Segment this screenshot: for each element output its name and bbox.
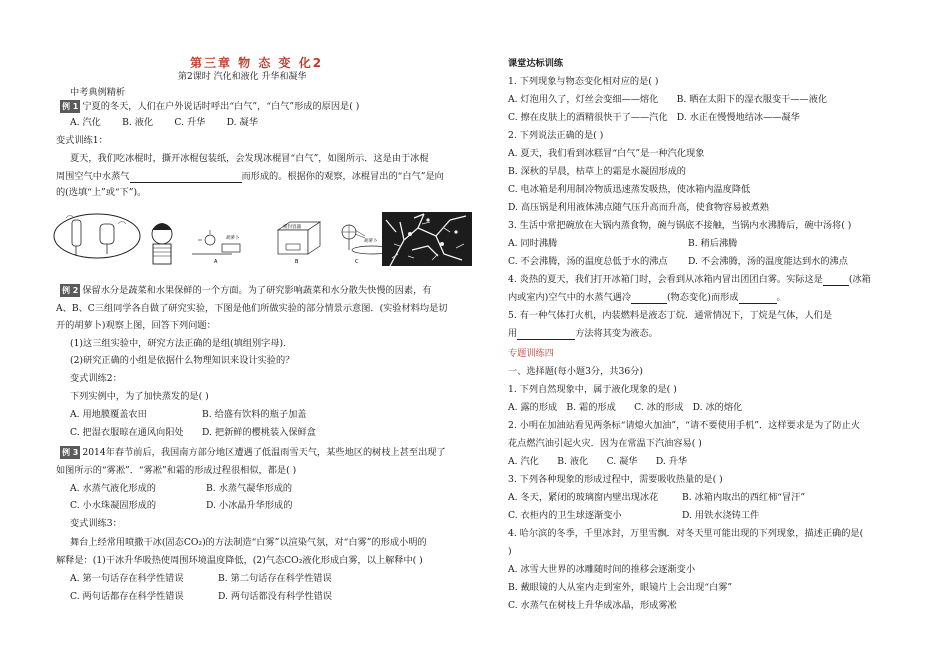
figure-b-letter: B	[295, 259, 299, 265]
p-q3-b: B. 冰箱内取出的西红柿“冒汗”	[682, 492, 806, 503]
r-q5-line1: 5. 有一种气体打火机，内装燃料是液态丁烷．通常情况下，丁烷是气体，人们是	[508, 310, 833, 321]
p-q4-c: C. 水蒸气在树枝上升华成冰晶，形成雾凇	[508, 600, 677, 611]
page-title: 第三章 物 态 变 化2	[190, 56, 324, 70]
p-q1: 1. 下列自然现象中，属于液化现象的是( )	[508, 384, 677, 395]
r-q1: 1. 下列现象与物态变化相对应的是( )	[508, 76, 659, 87]
variation-1-line2a: 周围空气中水蒸气	[56, 171, 130, 182]
page-subtitle: 第2课时 汽化和液化 升华和凝华	[178, 72, 307, 82]
figure-b	[278, 222, 320, 265]
r-q1-ab: A. 灯泡用久了，灯丝会变细——熔化 B. 晒在太阳下的湿衣服变干——液化	[508, 94, 828, 105]
section-intro: 中考典例精析	[70, 87, 126, 98]
example-1-badge: 例 1	[62, 102, 79, 111]
r-q4-line1	[508, 273, 871, 286]
r-q4-l1a: 4. 炎热的夏天，我们打开冰箱门时，会看到从冰箱内冒出团团白雾。实际这是	[508, 274, 823, 285]
p-q3-c: C. 衣柜内的卫生球逐渐变小	[508, 510, 622, 521]
answer-blank[interactable]	[823, 275, 849, 286]
variation-3-option-d: D. 两句话都没有科学性错误	[218, 591, 332, 602]
r-q3-a: A. 同时沸腾	[508, 238, 558, 249]
r-q2-b: B. 深秋的早晨，枯草上的霜是水凝固形成的	[508, 166, 686, 177]
variation-3-option-b: B. 第二句话存在科学性错误	[218, 573, 332, 584]
p-q4-line2: )	[508, 546, 512, 557]
r-q4-l1b: (冰箱	[848, 274, 871, 285]
p-q4-line1: 4. 哈尔滨的冬季，千里冰封，万里雪飘．对冬天里可能出现的下列现象，描述正确的是(	[508, 528, 864, 539]
example-2-line2: A、B、C三组同学各自做了研究实验，下图是他们所做实验的部分情景示意图．(实验材料均是切	[56, 303, 448, 314]
child-figure	[152, 223, 172, 264]
r-q3-d: D. 不会沸腾，汤的温度能达到水的沸点	[688, 256, 848, 267]
r-q2-c: C. 电冰箱是利用制冷物质迅速蒸发吸热，使冰箱内温度降低	[508, 184, 751, 195]
r-q5-line2	[508, 327, 658, 340]
example-3-option-d: D. 小冰晶升华形成的	[206, 500, 293, 511]
example-3-option-b: B. 水蒸气凝华形成的	[206, 483, 293, 494]
section-class-training: 课堂达标训练	[508, 58, 564, 69]
r-q5-l2b: 方法将其变为液态。	[575, 328, 658, 339]
p-q4-b: B. 戴眼镜的人从室内走到室外，眼镜片上会出现“白雾”	[508, 582, 733, 593]
figure-a	[192, 230, 240, 265]
example-1-text: 宁夏的冬天，人们在户外说话时呼出“白气”，“白气”形成的原因是( )	[82, 101, 360, 112]
example-3-text: 2014年春节前后，我国南方部分地区遭遇了低温雨雪天气，某些地区的树枝上甚至出现了	[82, 447, 446, 458]
figure-a-letter: A	[214, 259, 218, 265]
variation-3-option-a: A. 第一句话存在科学性错误	[70, 573, 184, 584]
answer-blank[interactable]	[517, 329, 575, 340]
r-q1-cd: C. 擦在皮肤上的酒精很快干了——汽化 D. 水正在慢慢地结冰——凝华	[508, 112, 800, 123]
r-q2: 2. 下列说法正确的是( )	[508, 130, 604, 141]
r-q2-d: D. 高压锅是利用液体沸点随气压升高而升高，使食物容易被煮熟	[508, 202, 769, 213]
answer-blank[interactable]	[130, 172, 242, 183]
r-q3: 3. 生活中常把碗放在大锅内蒸食物，碗与锅底不接触，当锅内水沸腾后，碗中汤将( )	[508, 220, 852, 231]
p-q2-options: A. 汽化 B. 液化 C. 凝华 D. 升华	[508, 456, 688, 467]
variation-3-option-c: C. 两句话都存在科学性错误	[70, 591, 184, 602]
r-q3-b: B. 稍后沸腾	[688, 238, 738, 249]
popsicle-figure	[54, 214, 140, 258]
example-3-line1	[60, 446, 446, 459]
variation-1-label: 变式训练1：	[56, 135, 108, 146]
example-2-text: 保留水分是蔬菜和水果保鲜的一个方面。为了研究影响蔬菜和水分散失快慢的因素，有	[82, 285, 432, 296]
figure-b-label: 密封容器	[283, 225, 301, 230]
r-q2-a: A. 夏天，我们看到冰糕冒“白气”是一种汽化现象	[508, 148, 705, 159]
example-3-option-a: A. 水蒸气液化形成的	[70, 483, 156, 494]
p-q1-options: A. 露的形成 B. 霜的形成 C. 冰的形成 D. 冰的熔化	[508, 402, 743, 413]
r-q4-l2a: 内或室内)空气中的水蒸气遇冷	[508, 292, 632, 303]
r-q3-c: C. 不会沸腾，汤的温度总低于水的沸点	[508, 256, 668, 267]
variation-1-line1: 夏天，我们吃冰棍时，撕开冰棍包装纸，会发现冰棍冒“白气”，如图所示．这是由于冰棍	[70, 153, 429, 164]
variation-2-label: 变式训练2：	[70, 373, 122, 384]
part-heading: 一、选择题(每小题3分，共36分)	[508, 366, 643, 377]
example-2-q1: (1)这三组实验中，研究方法正确的是组(填组别字母).	[70, 338, 287, 349]
example-1-question	[60, 100, 359, 113]
variation-3-line1: 舞台上经常用喷撒干冰(固态CO₂)的方法制造“白雾”以渲染气氛，对“白雾”的形成小明的	[70, 537, 427, 548]
variation-2-option-b: B. 给盛有饮料的瓶子加盖	[202, 409, 307, 420]
variation-1-line2b: 而形成的。根据你的观察，冰棍冒出的“白气”是向	[241, 171, 444, 182]
variation-2-option-d: D. 把新鲜的樱桃装入保鲜盒	[202, 427, 316, 438]
experiment-figures	[52, 210, 472, 268]
figure-c-letter: C	[355, 259, 359, 265]
r-q4-l2c: 。	[776, 292, 786, 303]
r-q4-line2	[508, 291, 786, 304]
p-q4-a: A. 冰雪大世界的冰雕随时间的推移会逐渐变小	[508, 564, 696, 575]
p-q3-d: D. 用铁水浇铸工件	[682, 510, 760, 521]
variation-1-line3: 的(选填“上”或“下”)。	[56, 187, 147, 198]
p-q3-a: A. 冬天，紧闭的玻璃窗内壁出现冰花	[508, 492, 659, 503]
answer-blank[interactable]	[631, 293, 667, 304]
example-3-badge: 例 3	[62, 448, 79, 457]
figure-c-label: 胡萝卜	[364, 239, 378, 244]
example-2-line3: 开的胡萝卜)观察上图，回答下列问题：	[56, 320, 216, 331]
variation-3-label: 变式训练3：	[70, 518, 122, 529]
variation-2-option-a: A. 用地膜覆盖农田	[70, 409, 147, 420]
example-3-option-c: C. 小水珠凝固形成的	[70, 500, 157, 511]
p-q2-line1: 2. 小明在加油站看见两条标“请熄火加油”，“请不要使用手机”．这样要求是为了防止火	[508, 420, 861, 431]
example-2-line1	[60, 284, 431, 297]
example-1-options: A. 汽化 B. 液化 C. 升华 D. 凝华	[70, 117, 258, 128]
p-q3: 3. 下列各种现象的形成过程中，需要吸收热量的是( )	[508, 474, 723, 485]
answer-blank[interactable]	[739, 293, 777, 304]
variation-3-line2: 解释是：(1)干冰升华吸热使周围环境温度降低，(2)气态CO₂液化形成白雾，以上解释中( )	[56, 555, 423, 566]
rime-photo	[382, 212, 472, 266]
example-2-q2: (2)研究正确的小组是依据什么物理知识来设计实验的？	[70, 355, 295, 366]
r-q4-l2b: (物态变化)而形成	[667, 292, 739, 303]
r-q5-l2a: 用	[508, 328, 518, 339]
variation-2-question: 下列实例中，为了加快蒸发的是( )	[70, 391, 209, 402]
variation-1-line2	[56, 170, 444, 183]
example-2-badge: 例 2	[62, 286, 79, 295]
example-3-line2: 如图所示的“雾凇”．“雾凇”和霜的形成过程很相似，都是( )	[56, 465, 297, 476]
figure-a-label: 胡萝卜	[226, 236, 240, 241]
section-topic-training: 专题训练四	[508, 348, 554, 359]
p-q2-line2: 花点燃汽油引起火灾．因为在常温下汽油容易( )	[508, 438, 702, 449]
variation-2-option-c: C. 把湿衣服晾在通风向阳处	[70, 427, 184, 438]
